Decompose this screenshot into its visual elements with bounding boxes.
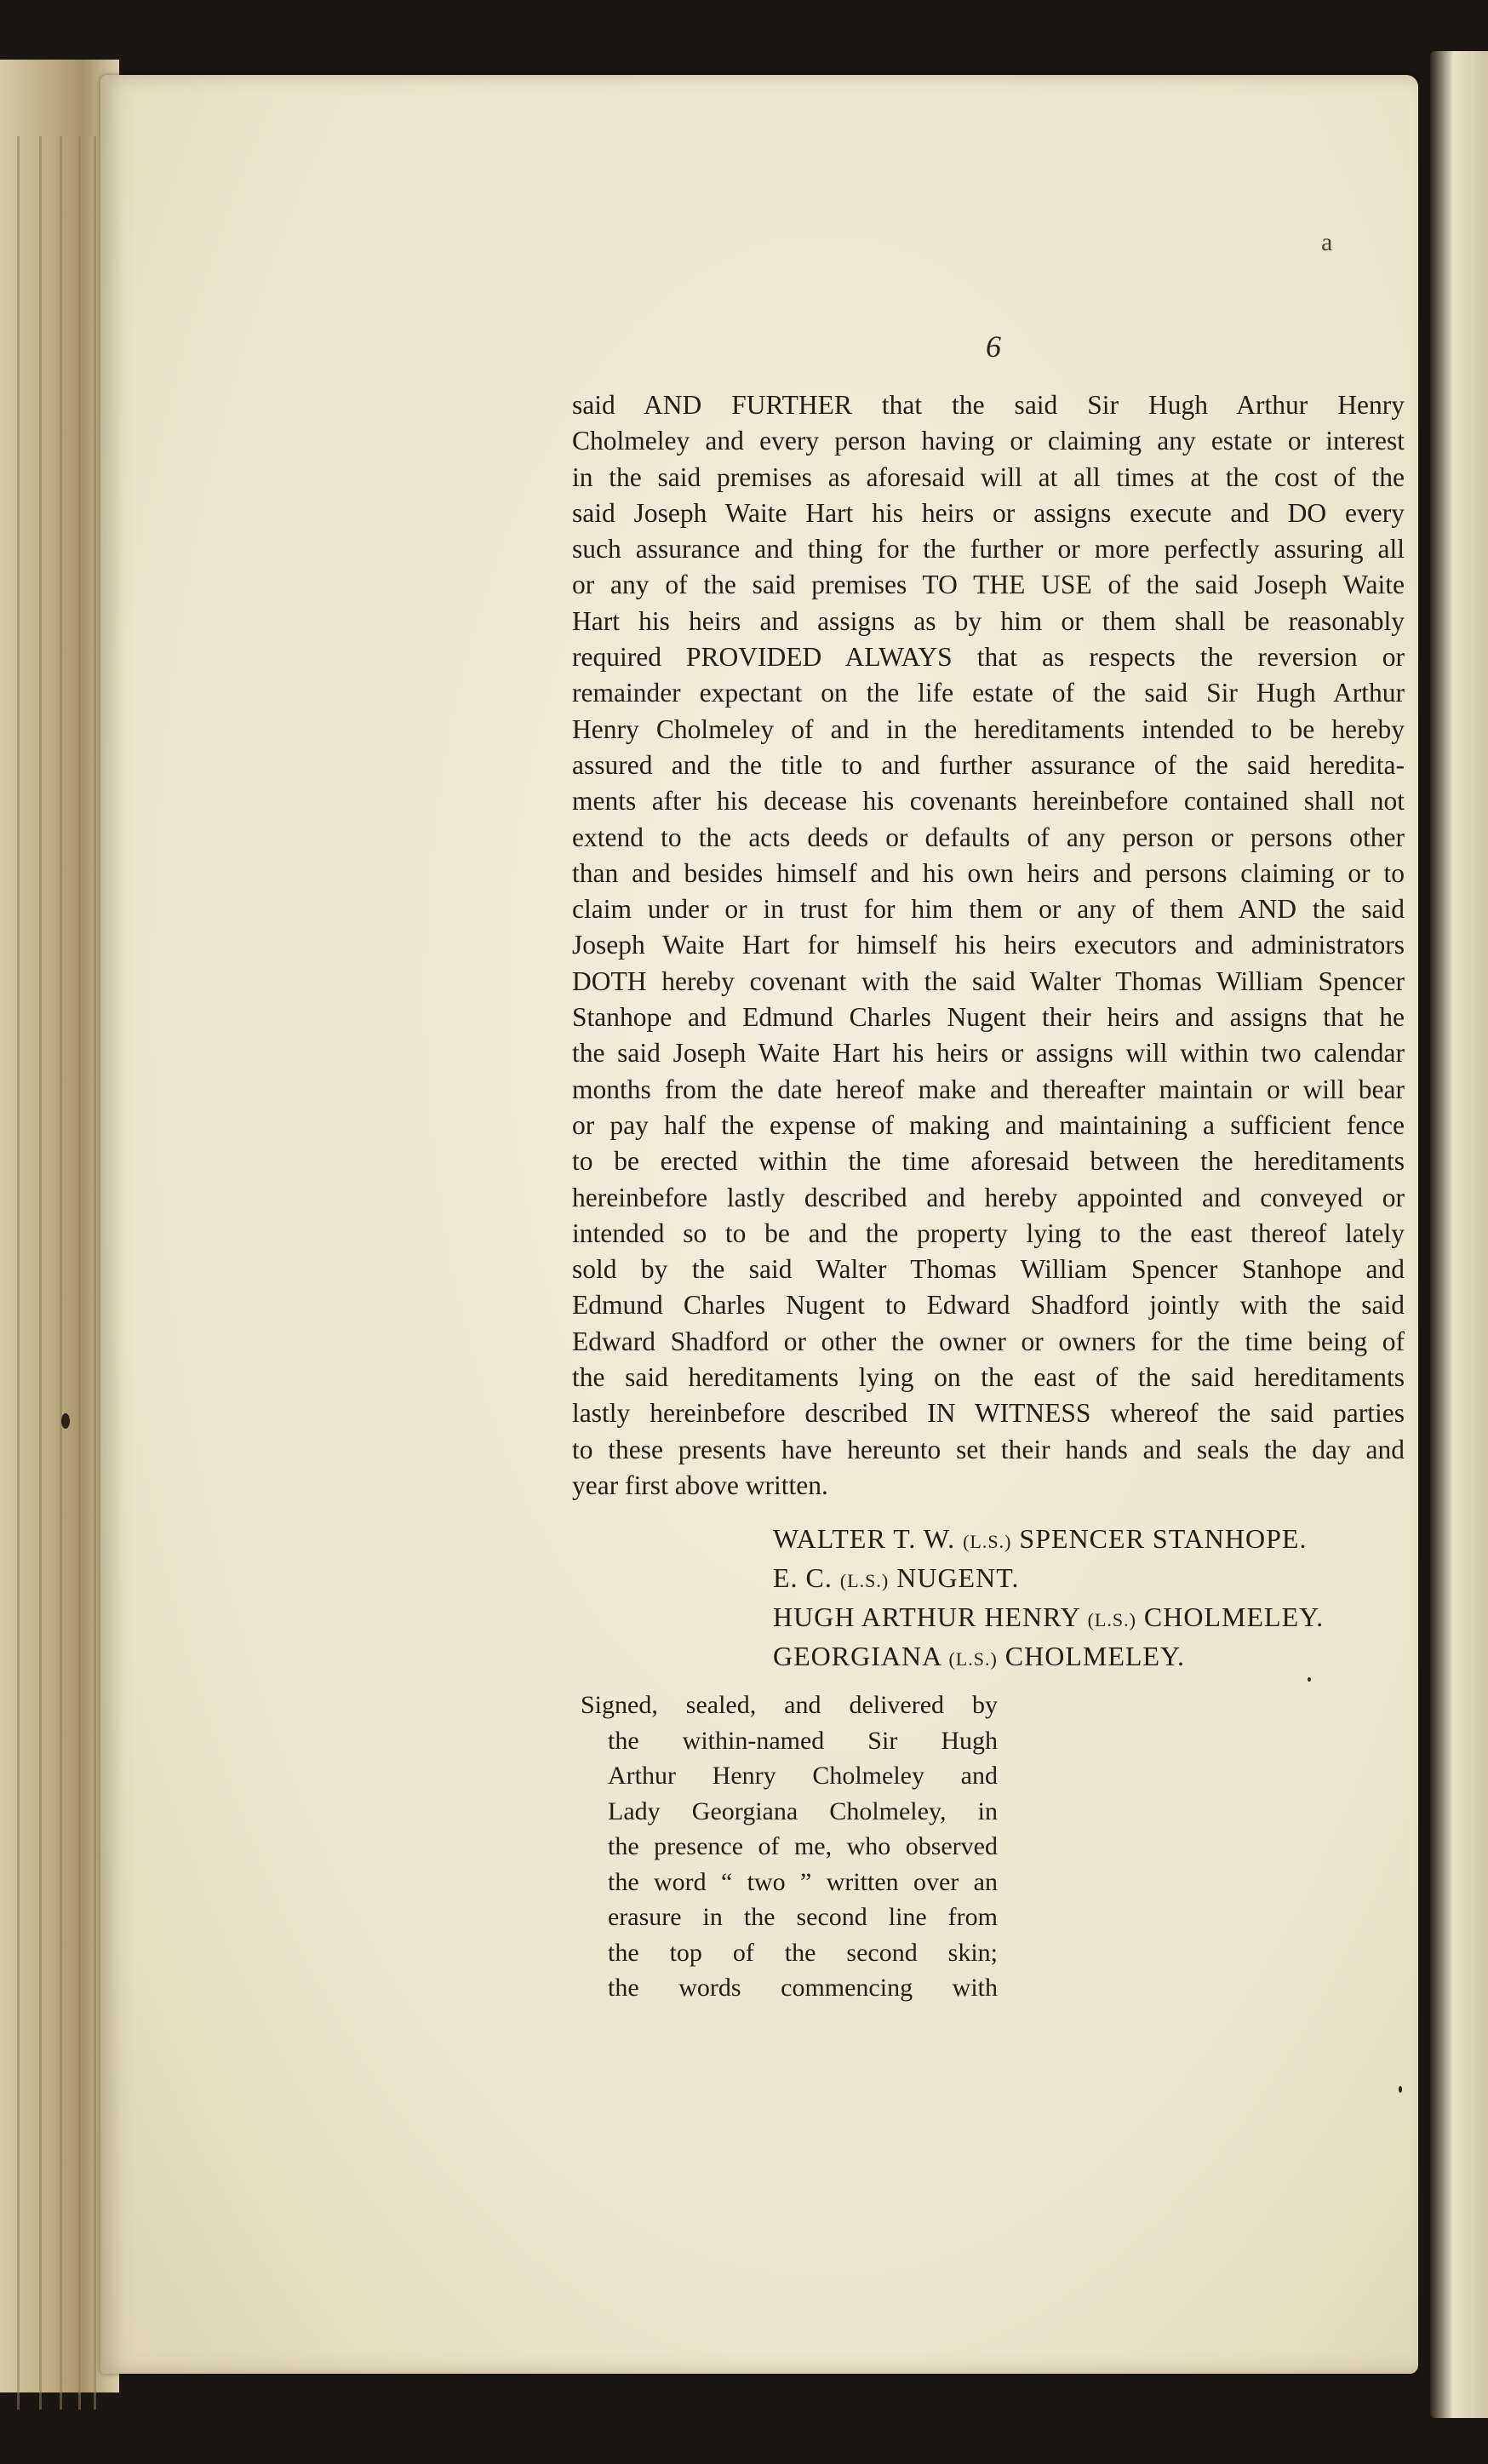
body-line: lastly hereinbefore described IN WITNESS whereof the said parties xyxy=(572,1398,1405,1429)
body-line: hereinbefore lastly described and hereby appointed and conveyed or xyxy=(572,1182,1405,1212)
body-line: Henry Cholmeley of and in the hereditaments intended to be hereby xyxy=(572,713,1405,744)
body-line: Hart his heirs and assigns as by him or them shall be reasonably xyxy=(572,605,1405,636)
body-line: required PROVIDED ALWAYS that as respects the reversion or xyxy=(572,642,1405,673)
body-line: Edmund Charles Nugent to Edward Shadford jointly with the said xyxy=(572,1290,1405,1321)
attestation-line: the presence of me, who observed xyxy=(608,1832,998,1860)
ink-speck xyxy=(61,1413,70,1429)
body-line: than and besides himself and his own heirs and persons claiming or to xyxy=(572,857,1405,888)
signature-line: GEORGIANA (L.S.) CHOLMELEY. xyxy=(773,1641,1185,1671)
attestation-line: Signed, sealed, and delivered by xyxy=(581,1691,998,1719)
attestation-line: erasure in the second line from xyxy=(608,1903,998,1931)
body-line: such assurance and thing for the further or more perfectly assuring all xyxy=(572,534,1405,564)
body-line: DOTH hereby covenant with the said Walter Thomas William Spencer xyxy=(572,966,1405,996)
body-line: intended so to be and the property lying to the east thereof lately xyxy=(572,1218,1405,1248)
body-line: Edward Shadford or other the owner or owners for the time being of xyxy=(572,1326,1405,1356)
body-line: months from the date hereof make and thereafter maintain or will bear xyxy=(572,1074,1405,1104)
page-number: 6 xyxy=(986,329,1001,364)
body-line: assured and the title to and further assurance of the said heredita- xyxy=(572,749,1405,780)
seal-mark: (L.S.) xyxy=(948,1648,998,1670)
adjacent-page-edge xyxy=(1430,51,1488,2418)
body-line: in the said premises as aforesaid will at all times at the cost of the xyxy=(572,461,1405,492)
body-line: remainder expectant on the life estate of the said Sir Hugh Arthur xyxy=(572,678,1405,708)
signature-block xyxy=(773,1521,1420,1677)
corner-mark: a xyxy=(1321,228,1333,256)
body-line: sold by the said Walter Thomas William Spencer Stanhope and xyxy=(572,1254,1405,1285)
body-line: to be erected within the time aforesaid between the hereditaments xyxy=(572,1146,1405,1177)
seal-mark: (L.S.) xyxy=(963,1531,1012,1552)
body-line: year first above written. xyxy=(572,1470,828,1500)
body-line: Cholmeley and every person having or claiming any estate or interest xyxy=(572,426,1405,456)
attestation-line: the top of the second skin; xyxy=(608,1938,998,1967)
body-line: to these presents have hereunto set their hands and seals the day and xyxy=(572,1434,1405,1464)
attestation-line: the word “ two ” written over an xyxy=(608,1867,998,1896)
seal-mark: (L.S.) xyxy=(839,1570,890,1591)
signature-line: HUGH ARTHUR HENRY (L.S.) CHOLMELEY. xyxy=(773,1602,1325,1632)
body-line: said Joseph Waite Hart his heirs or assigns execute and DO every xyxy=(572,497,1405,528)
body-line: the said Joseph Waite Hart his heirs or assigns will within two calendar xyxy=(572,1038,1405,1069)
deed-body-text xyxy=(572,387,1405,1504)
body-line: Joseph Waite Hart for himself his heirs executors and administrators xyxy=(572,930,1405,960)
body-line: or any of the said premises TO THE USE of the said Joseph Waite xyxy=(572,570,1405,600)
attestation-clause xyxy=(581,1688,998,2006)
attestation-line: Arthur Henry Cholmeley and xyxy=(608,1762,998,1790)
body-line: or pay half the expense of making and maintaining a sufficient fence xyxy=(572,1109,1405,1140)
body-line: claim under or in trust for him them or any of them AND the said xyxy=(572,894,1405,925)
body-line: Stanhope and Edmund Charles Nugent their heirs and assigns that he xyxy=(572,1002,1405,1033)
signature-line: E. C. (L.S.) NUGENT. xyxy=(773,1562,1020,1593)
ink-speck xyxy=(1399,2086,1402,2093)
body-line: extend to the acts deeds or defaults of any person or persons other xyxy=(572,822,1405,852)
attestation-line: the within-named Sir Hugh xyxy=(608,1726,998,1755)
attestation-line: Lady Georgiana Cholmeley, in xyxy=(608,1796,998,1825)
body-line: ments after his decease his covenants hereinbefore contained shall not xyxy=(572,786,1405,817)
ink-speck xyxy=(1308,1677,1311,1682)
seal-mark: (L.S.) xyxy=(1087,1609,1136,1630)
attestation-line: the words commencing with xyxy=(608,1974,998,2002)
body-line: the said hereditaments lying on the east of the said hereditaments xyxy=(572,1362,1405,1393)
signature-line: WALTER T. W. (L.S.) SPENCER STANHOPE. xyxy=(773,1523,1308,1554)
body-line: said AND FURTHER that the said Sir Hugh Arthur Henry xyxy=(572,390,1405,420)
